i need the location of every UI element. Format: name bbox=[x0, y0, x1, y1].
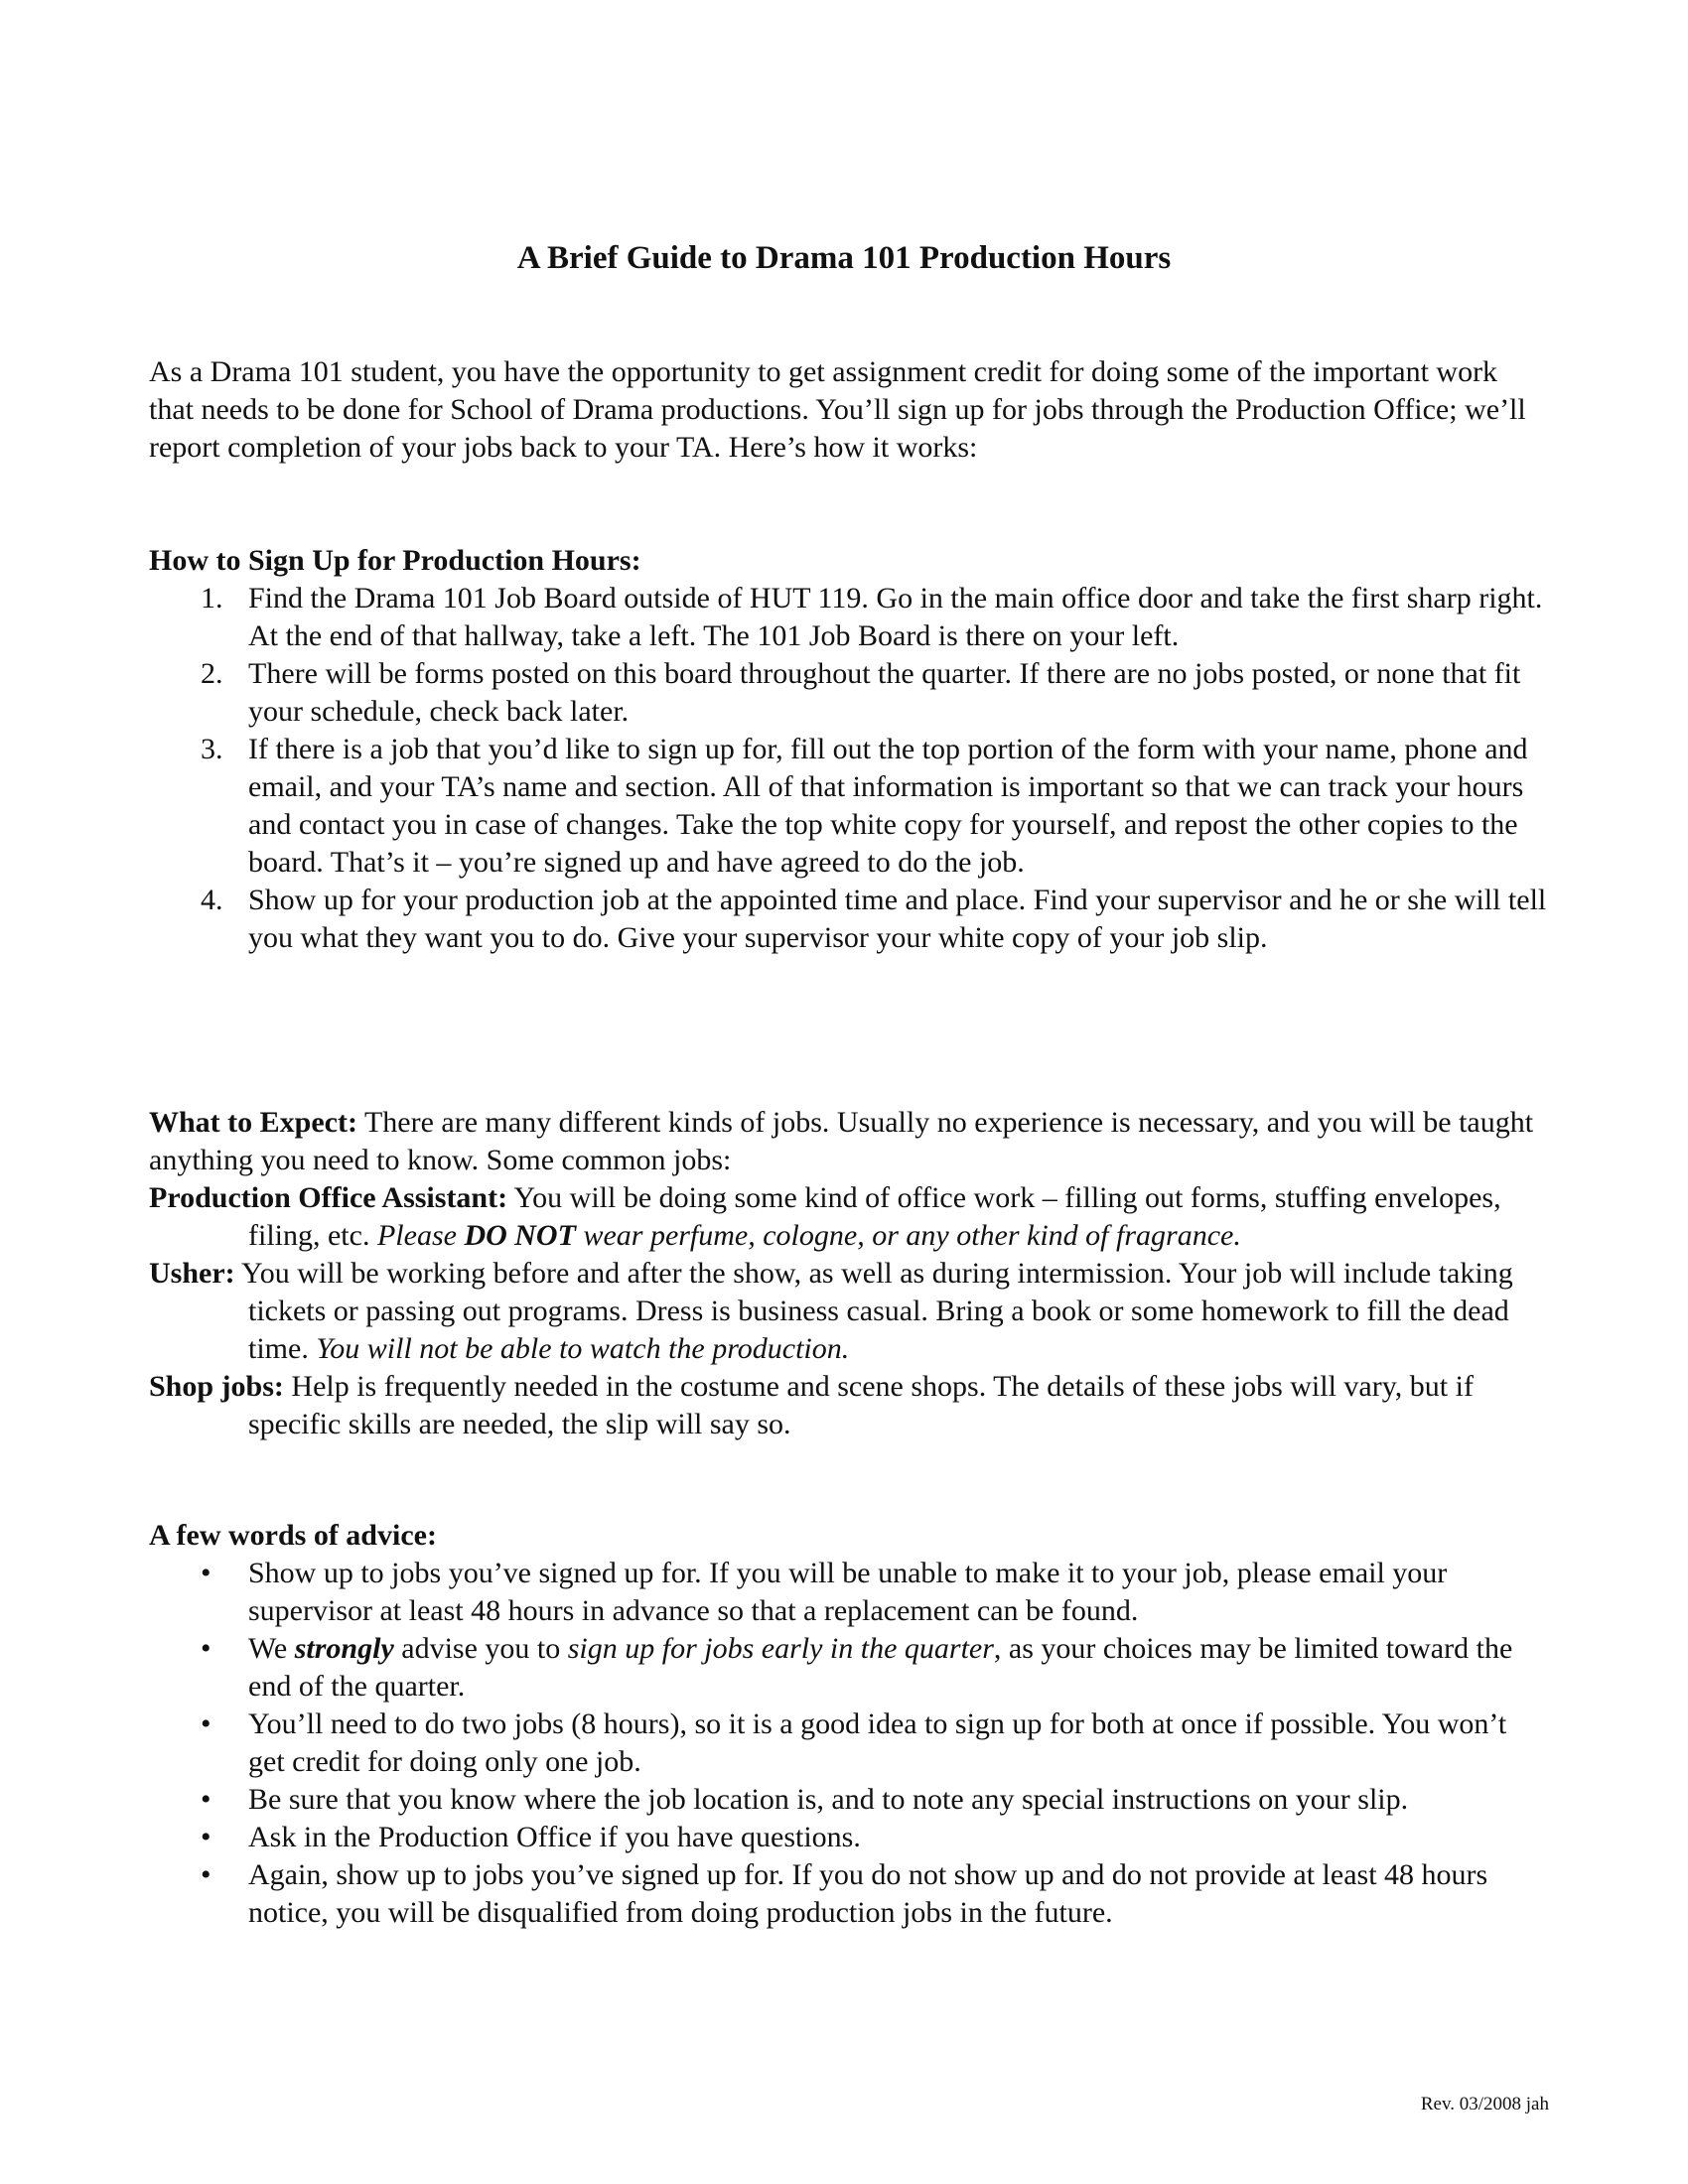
advice-item bbox=[149, 1781, 1549, 1819]
expect-section bbox=[149, 1104, 1549, 1443]
revision-note: Rev. 03/2008 jah bbox=[1420, 2094, 1549, 2115]
step-text: Show up for your production job at the appointed time and place. Find your supervisor and he or she will tell you what they want you to do. Give your supervisor your white copy of your job slip. bbox=[248, 884, 1547, 954]
job-text: You will be working before and after the show, as well as during intermission. Your job will include taking tickets or passing out programs. Dress is business casual. Bring a book or some homework to fill the dead time. bbox=[234, 1257, 1513, 1365]
intro-section bbox=[149, 353, 1549, 467]
advice-text: Show up to jobs you’ve signed up for. If you will be unable to make it to your job, please email your supervisor at least 48 hours in advance so that a replacement can be found. bbox=[248, 1557, 1448, 1627]
signup-step bbox=[149, 580, 1549, 655]
job-label: Shop jobs: bbox=[149, 1370, 284, 1403]
step-number: 4. bbox=[201, 884, 223, 916]
advice-item bbox=[149, 1819, 1549, 1856]
advice-heading: A few words of advice: bbox=[149, 1519, 437, 1552]
advice-item bbox=[149, 1630, 1549, 1706]
job-label: Production Office Assistant: bbox=[149, 1181, 508, 1214]
advice-text-post: , as your choices may be limited toward the end of the quarter. bbox=[248, 1632, 1513, 1703]
intro-paragraph: As a Drama 101 student, you have the opportunity to get assignment credit for doing some of the important work that needs to be done for School of Drama productions. You’ll sign up for jobs through the Production Office; we’ll report completion of your jobs back to your TA. Here’s how it works: bbox=[149, 355, 1526, 464]
advice-section bbox=[149, 1517, 1549, 1932]
job-text: You will be doing some kind of office work – filling out forms, stuffing envelopes, filing, etc. bbox=[248, 1181, 1501, 1252]
advice-text: You’ll need to do two jobs (8 hours), so it is a good idea to sign up for both at once if possible. You won’t get credit for doing only one job. bbox=[248, 1707, 1507, 1778]
bullet-icon: • bbox=[201, 1557, 211, 1589]
advice-item bbox=[149, 1706, 1549, 1781]
advice-text: Be sure that you know where the job location is, and to note any special instructions on your slip. bbox=[248, 1783, 1409, 1816]
advice-text: Ask in the Production Office if you have questions. bbox=[248, 1821, 861, 1853]
signup-steps bbox=[149, 580, 1549, 957]
expect-text: There are many different kinds of jobs. Usually no experience is necessary, and you will be taught anything you need to know. Some common jobs: bbox=[149, 1106, 1534, 1176]
bullet-icon: • bbox=[201, 1821, 211, 1853]
step-text: If there is a job that you’d like to sign up for, fill out the top portion of the form with your name, phone and email, and your TA’s name and section. All of that information is important so that we can track your hours and contact you in case of changes. Take the top white copy for yourself, and repost the other copies to the board. That’s it – you’re signed up and have agreed to do the job. bbox=[248, 733, 1528, 879]
job-note-emphasis: DO NOT bbox=[464, 1219, 576, 1252]
signup-section bbox=[149, 542, 1549, 957]
bullet-icon: • bbox=[201, 1858, 211, 1891]
bullet-icon: • bbox=[201, 1632, 211, 1665]
advice-list bbox=[149, 1555, 1549, 1932]
signup-step bbox=[149, 731, 1549, 882]
bullet-icon: • bbox=[201, 1707, 211, 1740]
advice-text-pre: We bbox=[248, 1632, 295, 1665]
job-shop bbox=[149, 1368, 1549, 1443]
advice-item bbox=[149, 1856, 1549, 1932]
job-note bbox=[377, 1219, 1241, 1252]
step-text: Find the Drama 101 Job Board outside of HUT 119. Go in the main office door and take the first sharp right. At the end of that hallway, take a left. The 101 Job Board is there on your left. bbox=[248, 582, 1543, 652]
signup-heading: How to Sign Up for Production Hours: bbox=[149, 544, 641, 577]
job-office-assistant bbox=[149, 1179, 1549, 1255]
advice-item bbox=[149, 1555, 1549, 1630]
signup-step bbox=[149, 655, 1549, 731]
expect-paragraph bbox=[149, 1104, 1549, 1179]
advice-text-mid: advise you to bbox=[393, 1632, 568, 1665]
advice-emphasis: strongly bbox=[294, 1632, 394, 1665]
expect-heading: What to Expect: bbox=[149, 1106, 357, 1139]
job-note-pre: Please bbox=[376, 1219, 465, 1252]
advice-text: Again, show up to jobs you’ve signed up for. If you do not show up and do not provide at least 48 hours notice, you will be disqualified from doing production jobs in the future. bbox=[248, 1858, 1488, 1929]
job-note: You will not be able to watch the production. bbox=[316, 1332, 850, 1365]
job-usher bbox=[149, 1255, 1549, 1368]
job-text: Help is frequently needed in the costume and scene shops. The details of these jobs will vary, but if specific skills are needed, the slip will say so. bbox=[248, 1370, 1474, 1440]
step-number: 2. bbox=[201, 657, 223, 690]
signup-step bbox=[149, 882, 1549, 957]
page-title: A Brief Guide to Drama 101 Production Hours bbox=[516, 240, 1172, 276]
advice-italic: sign up for jobs early in the quarter bbox=[567, 1632, 994, 1665]
step-number: 3. bbox=[201, 733, 223, 765]
step-text: There will be forms posted on this board throughout the quarter. If there are no jobs posted, or none that fit your schedule, check back later. bbox=[248, 657, 1521, 728]
step-number: 1. bbox=[201, 582, 223, 614]
job-note-post: wear perfume, cologne, or any other kind of fragrance. bbox=[575, 1219, 1241, 1252]
bullet-icon: • bbox=[201, 1783, 211, 1816]
job-label: Usher: bbox=[149, 1257, 235, 1290]
